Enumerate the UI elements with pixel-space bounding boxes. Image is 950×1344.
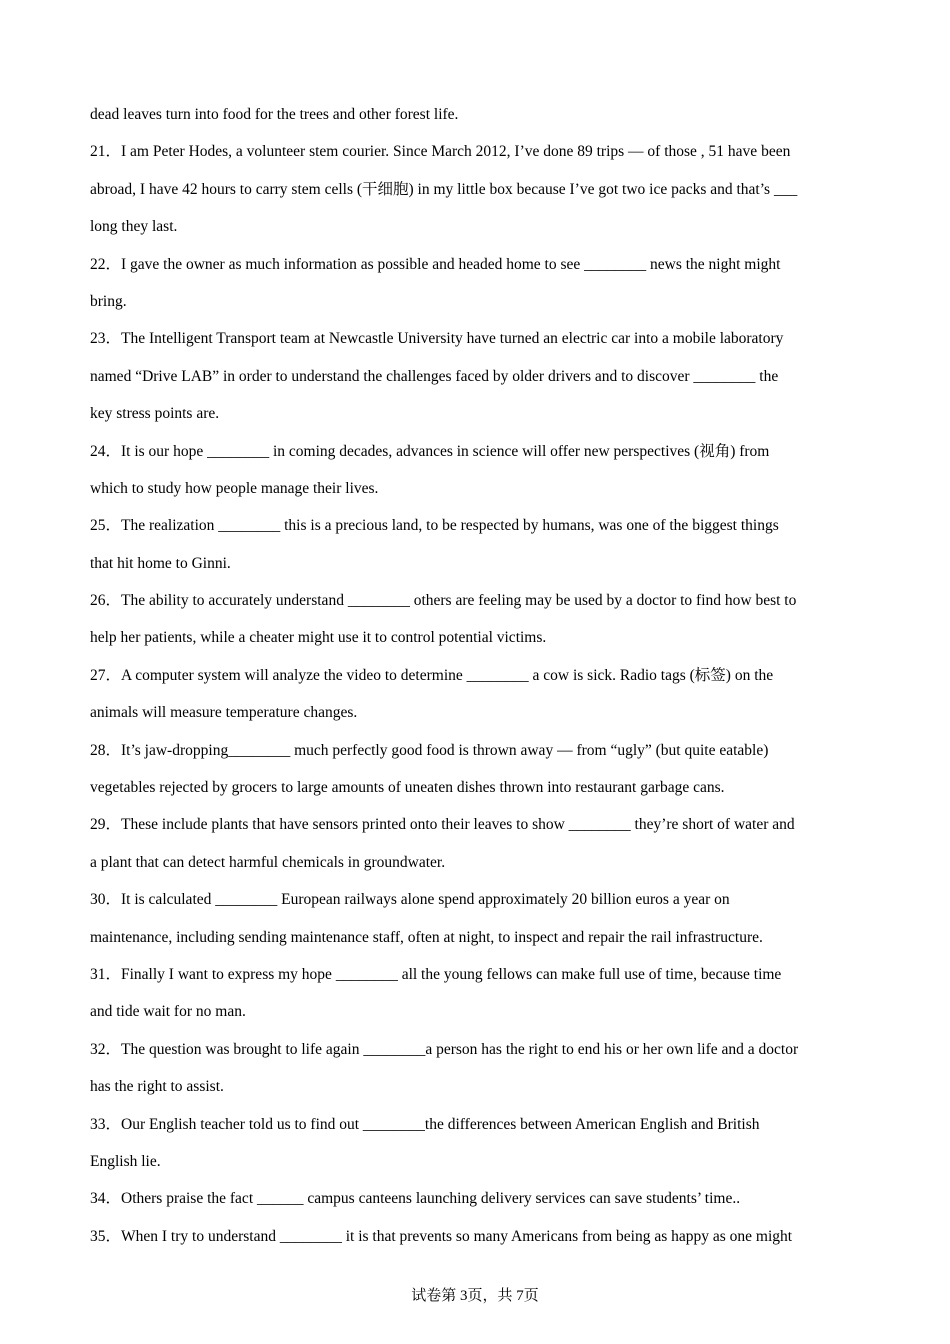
question-22-line: 22．I gave the owner as much information as possible and headed home to see ________ news the night might — [90, 255, 781, 273]
question-30-line: maintenance, including sending maintenance staff, often at night, to inspect and repair the rail infrastructure. — [90, 928, 763, 946]
question-33-line: English lie. — [90, 1152, 161, 1170]
question-25-line: that hit home to Ginni. — [90, 554, 231, 572]
question-21-line: abroad, I have 42 hours to carry stem cells (干细胞) in my little box because I’ve got two ice packs and that’s ___ — [90, 180, 798, 198]
page-footer: 试卷第 3页，共 7页 — [411, 1288, 539, 1304]
question-27-line: animals will measure temperature changes. — [90, 704, 358, 722]
question-26-line: help her patients, while a cheater might use it to control potential victims. — [90, 629, 547, 647]
question-23-line: key stress points are. — [90, 405, 220, 423]
question-24-line: 24．It is our hope ________ in coming decades, advances in science will offer new perspectives (视角) from — [90, 442, 770, 460]
text-line: dead leaves turn into food for the trees and other forest life. — [90, 106, 459, 123]
question-29-line: 29．These include plants that have sensors printed onto their leaves to show ________ they’re short of water and — [90, 816, 795, 834]
question-24-line: which to study how people manage their lives. — [90, 479, 379, 497]
question-25-line: 25．The realization ________ this is a precious land, to be respected by humans, was one of the biggest things — [90, 517, 779, 535]
question-21-line: long they last. — [90, 218, 178, 236]
question-35-line: 35．When I try to understand ________ it is that prevents so many Americans from being as happy as one might — [90, 1227, 793, 1245]
question-29-line: a plant that can detect harmful chemicals in groundwater. — [90, 853, 446, 871]
question-26-line: 26．The ability to accurately understand ________ others are feeling may be used by a doctor to find how best to — [90, 592, 797, 610]
question-30-line: 30．It is calculated ________ European railways alone spend approximately 20 billion euros a year on — [90, 891, 730, 909]
question-22-line: bring. — [90, 292, 127, 310]
question-28-line: vegetables rejected by grocers to large amounts of uneaten dishes thrown into restaurant garbage cans. — [90, 779, 725, 797]
question-32-line: 32．The question was brought to life again ________a person has the right to end his or her own life and a doctor — [90, 1040, 799, 1058]
question-text — [90, 96, 862, 1255]
question-33-line: 33．Our English teacher told us to find out ________the differences between American English and British — [90, 1115, 760, 1133]
question-27-line: 27．A computer system will analyze the video to determine ________ a cow is sick. Radio tags (标签) on the — [90, 666, 774, 684]
question-32-line: has the right to assist. — [90, 1078, 224, 1096]
question-31-line: and tide wait for no man. — [90, 1003, 246, 1021]
question-28-line: 28．It’s jaw-dropping________ much perfectly good food is thrown away — from “ugly” (but quite eatable) — [90, 741, 769, 759]
question-34-line: 34．Others praise the fact ______ campus canteens launching delivery services can save students’ time.. — [90, 1190, 741, 1208]
question-31-line: 31．Finally I want to express my hope ________ all the young fellows can make full use of time, because time — [90, 965, 782, 983]
question-23-line: 23．The Intelligent Transport team at Newcastle University have turned an electric car into a mobile laboratory — [90, 330, 784, 348]
question-23-line: named “Drive LAB” in order to understand the challenges faced by older drivers and to discover ________ the — [90, 367, 779, 385]
question-21-line: 21．I am Peter Hodes, a volunteer stem courier. Since March 2012, I’ve done 89 trips — of those , 51 have been — [90, 143, 791, 161]
